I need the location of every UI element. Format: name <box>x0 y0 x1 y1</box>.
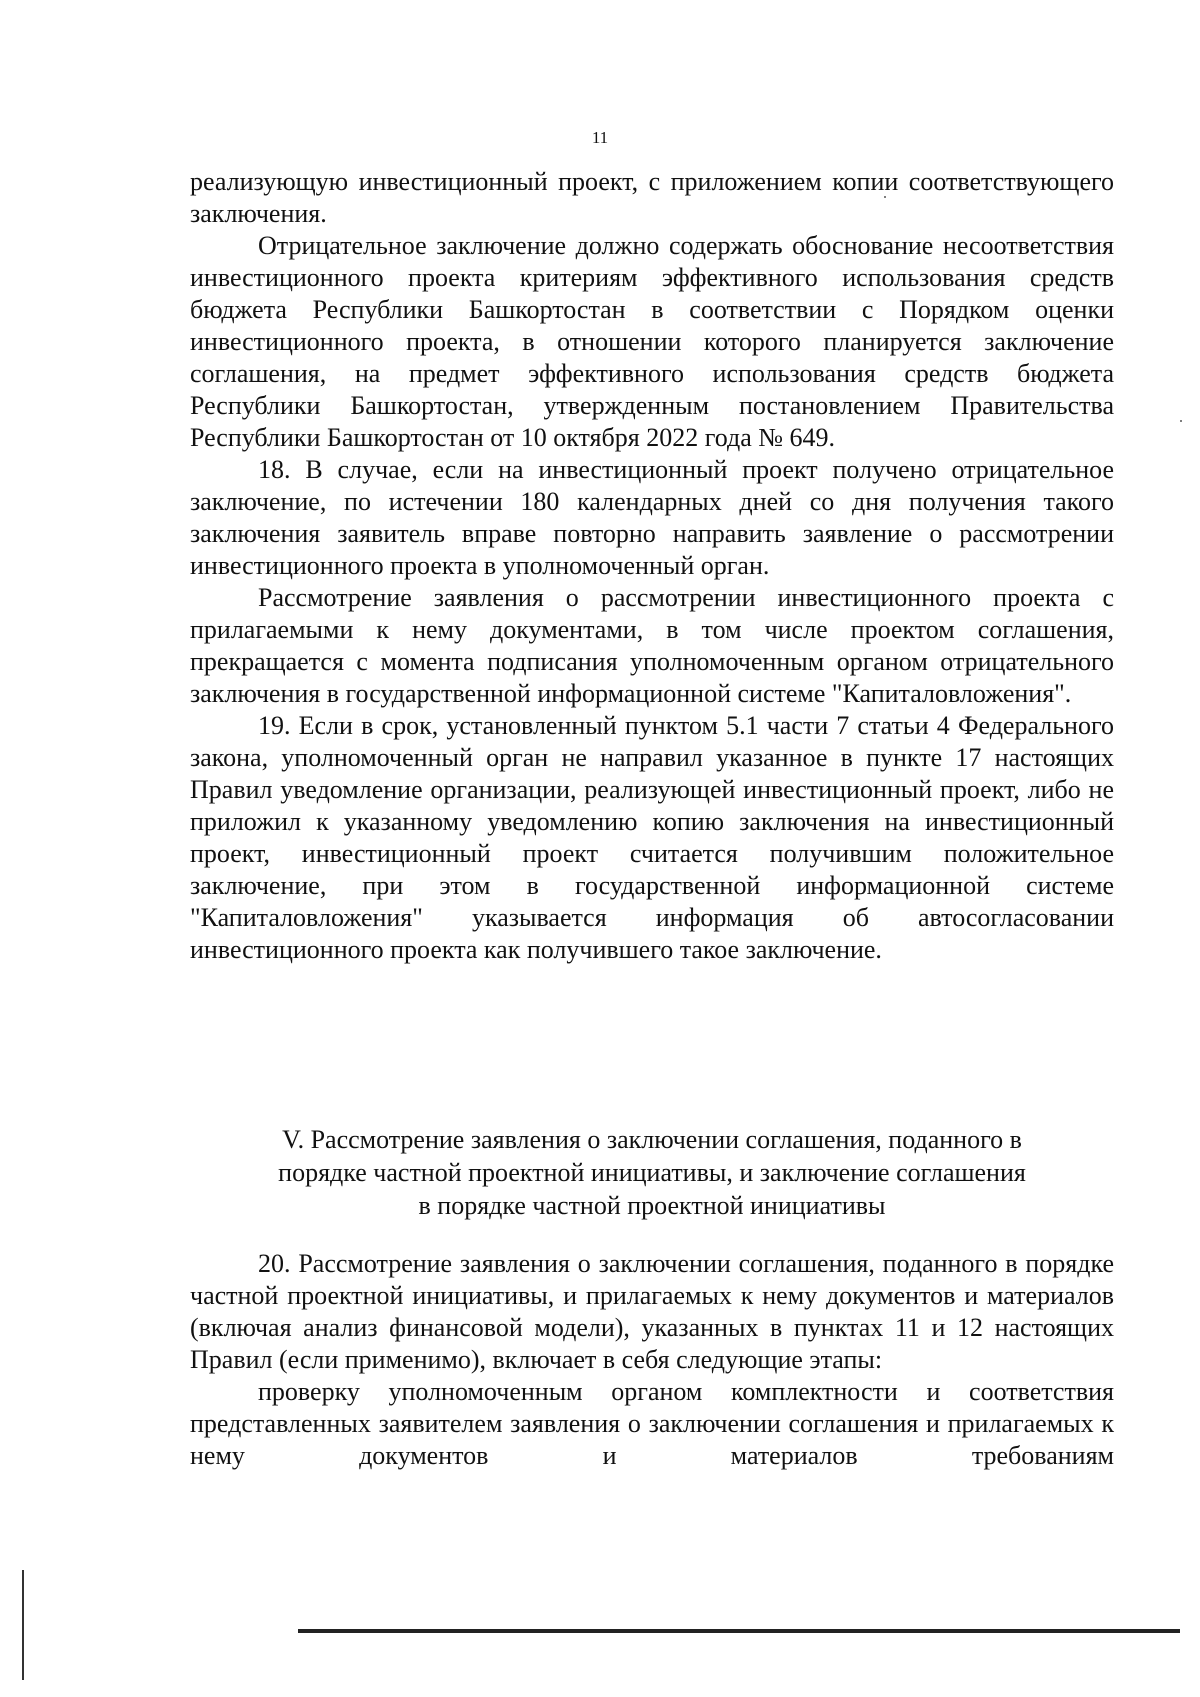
page-number: 11 <box>591 128 609 147</box>
section-heading: V. Рассмотрение заявления о заключении соглашения, поданного в порядке частной проектной инициативы, и заключение соглашения в порядке частной проектной инициативы <box>278 1125 1026 1220</box>
scan-speck <box>884 196 886 198</box>
paragraph-item-20: 20. Рассмотрение заявления о заключении соглашения, поданного в порядке частной проектной инициативы, и прилагаемых к нему документов и материалов (включая анализ финансовой модели), указанных в пунктах 11 и 12 настоящих Правил (если применимо), включает в себя следующие этапы: <box>190 1249 1114 1374</box>
paragraph-review-termination: Рассмотрение заявления о рассмотрении инвестиционного проекта с прилагаемыми к нему документами, в том числе проектом соглашения, прекращается с момента подписания уполномоченным органом отрицательного заключения в государственной информационной системе "Капиталовложения". <box>190 583 1114 708</box>
paragraph-negative-conclusion: Отрицательное заключение должно содержать обоснование несоответствия инвестиционного проекта критериям эффективного использования средств бюджета Республики Башкортостан в соответствии с Порядком оценки инвестиционного проекта, в отношении которого планируется заключение соглашения, на предмет эффективного использования средств бюджета Республики Башкортостан, утвержденным постановлением Правительства Республики Башкортостан от 10 октября 2022 года № 649. <box>190 231 1114 452</box>
scan-speck <box>1180 420 1182 422</box>
scan-bottom-rule <box>298 1629 1180 1633</box>
section-text-block <box>190 1248 1114 1472</box>
paragraph-verification: проверку уполномоченным органом комплектности и соответствия представленных заявителем заявления о заключении соглашения и прилагаемых к нему документов и материалов требованиям <box>190 1377 1114 1470</box>
paragraph-continuation: реализующую инвестиционный проект, с приложением копии соответствующего заключения. <box>190 167 1114 228</box>
scan-margin-line <box>22 1570 24 1680</box>
main-text-block <box>190 166 1114 966</box>
paragraph-item-19: 19. Если в срок, установленный пунктом 5.1 части 7 статьи 4 Федерального закона, уполномоченный орган не направил указанное в пункте 17 настоящих Правил уведомление организации, реализующей инвестиционный проект, либо не приложил к указанному уведомлению копию заключения на инвестиционный проект, инвестиционный проект считается получившим положительное заключение, при этом в государственной информационной системе "Капиталовложения" указывается информация об автосогласовании инвестиционного проекта как получившего такое заключение. <box>190 711 1114 964</box>
paragraph-item-18: 18. В случае, если на инвестиционный проект получено отрицательное заключение, по истечении 180 календарных дней со дня получения такого заключения заявитель вправе повторно направить заявление о рассмотрении инвестиционного проекта в уполномоченный орган. <box>190 455 1114 580</box>
